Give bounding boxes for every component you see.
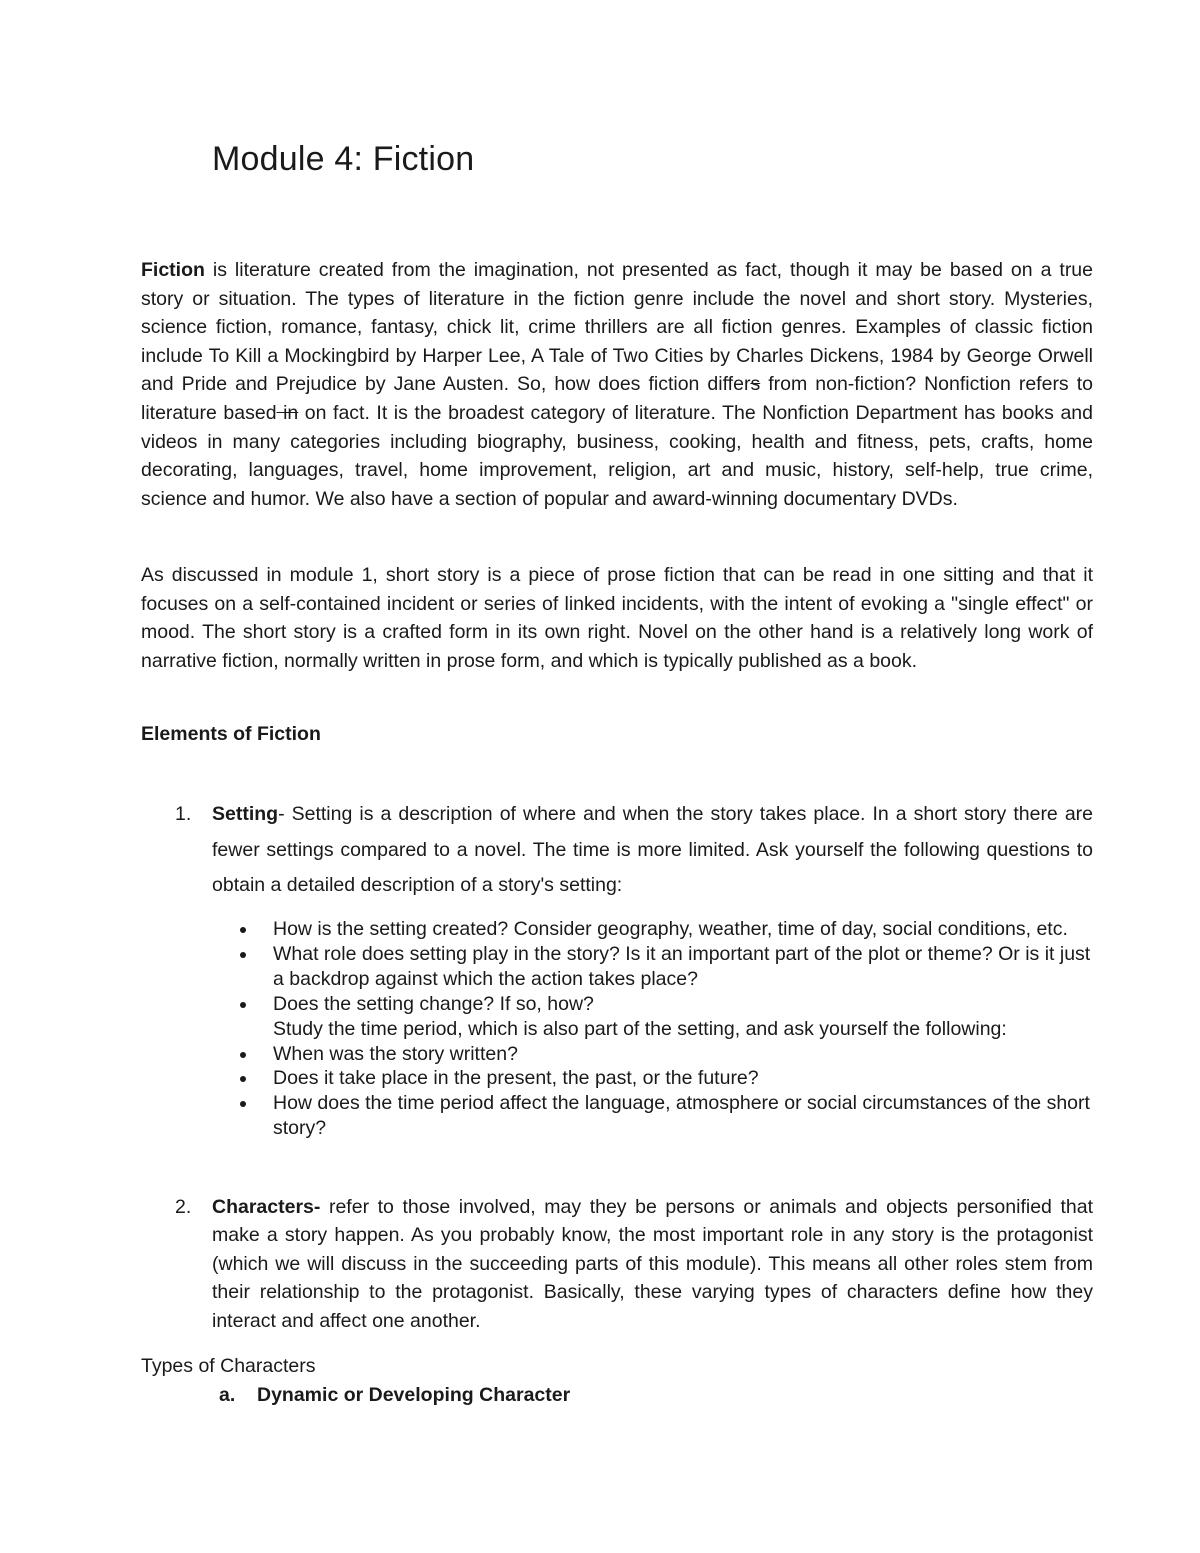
short-story-paragraph: As discussed in module 1, short story is a piece of prose fiction that can be read in one sitting and that it focuses on a self-contained incident or series of linked incidents, with the intent of evoking a "single effect" or mood. The short story is a crafted form in its own right. Novel on the other hand is a relatively long work of narrative fiction, normally written in prose form, and which is typically published as a book. xyxy=(141,564,1093,672)
element-setting xyxy=(141,797,1093,904)
element-body xyxy=(212,1193,1093,1335)
intro-text-2: from non-fiction? Nonfiction refers to literature based xyxy=(141,373,1093,424)
element-number: 2. xyxy=(175,1196,192,1218)
type-label: Dynamic or Developing Character xyxy=(257,1384,571,1406)
setting-questions-list xyxy=(141,917,1093,1141)
intro-text-1: is literature created from the imagination, not presented as fact, though it may be based on a true story or situation. The types of literature in the fiction genre include the novel and short story. Mysteries, science fiction, romance, fantasy, chick lit, crime thrillers are all fiction genres. Examples of classic fiction include To Kill a Mockingbird by Harper Lee, A Tale of Two Cities by Charles Dickens, 1984 by George Orwell and Pride and Prejudice by Jane Austen. So, how does fiction differ xyxy=(141,259,1093,396)
fiction-term: Fiction xyxy=(141,259,205,281)
list-item-note: Study the time period, which is also part of the setting, and ask yourself the following: xyxy=(273,1017,1007,1040)
element-number: 1. xyxy=(175,803,192,825)
character-type-item xyxy=(219,1384,570,1407)
list-item: How is the setting created? Consider geography, weather, time of day, social conditions, etc. xyxy=(141,917,1093,942)
type-letter: a. xyxy=(219,1384,236,1406)
types-heading: Types of Characters xyxy=(141,1355,316,1377)
list-item: When was the story written? xyxy=(141,1042,1093,1067)
elements-heading: Elements of Fiction xyxy=(141,723,321,745)
list-item: Does the setting change? If so, how? xyxy=(141,992,1093,1017)
intro-paragraph xyxy=(141,256,1093,513)
element-text: - Setting is a description of where and when the story takes place. In a short story there are fewer settings compared to a novel. The time is more limited. Ask yourself the following questions to obtain a detailed description of a story's setting: xyxy=(212,803,1093,897)
list-item: Does it take place in the present, the past, or the future? xyxy=(141,1066,1093,1091)
element-term: Characters- xyxy=(212,1196,321,1218)
element-body xyxy=(212,797,1093,904)
strikethrough-in: in xyxy=(276,401,299,424)
intro-text-3: on fact. It is the broadest category of literature. The Nonfiction Department has books and videos in many categories including biography, business, cooking, health and fitness, pets, crafts, home decorating, languages, travel, home improvement, religion, art and music, history, self-help, true crime, science and humor. We also have a section of popular and award-winning documentary DVDs. xyxy=(141,401,1093,510)
element-text: refer to those involved, may they be persons or animals and objects personified that make a story happen. As you probably know, the most important role in any story is the protagonist (which we will discuss in the succeeding parts of this module). This means all other roles stem from their relationship to the protagonist. Basically, these varying types of characters define how they interact and affect one another. xyxy=(212,1196,1093,1332)
list-item: How does the time period affect the language, atmosphere or social circumstances of the short story? xyxy=(141,1091,1093,1141)
element-term: Setting xyxy=(212,803,279,825)
strikethrough-s: s xyxy=(750,373,761,396)
list-item: What role does setting play in the story? Is it an important part of the plot or theme? Or is it just a backdrop against which the action takes place? xyxy=(141,942,1093,992)
element-characters xyxy=(141,1193,1093,1335)
page-title: Module 4: Fiction xyxy=(212,140,475,178)
